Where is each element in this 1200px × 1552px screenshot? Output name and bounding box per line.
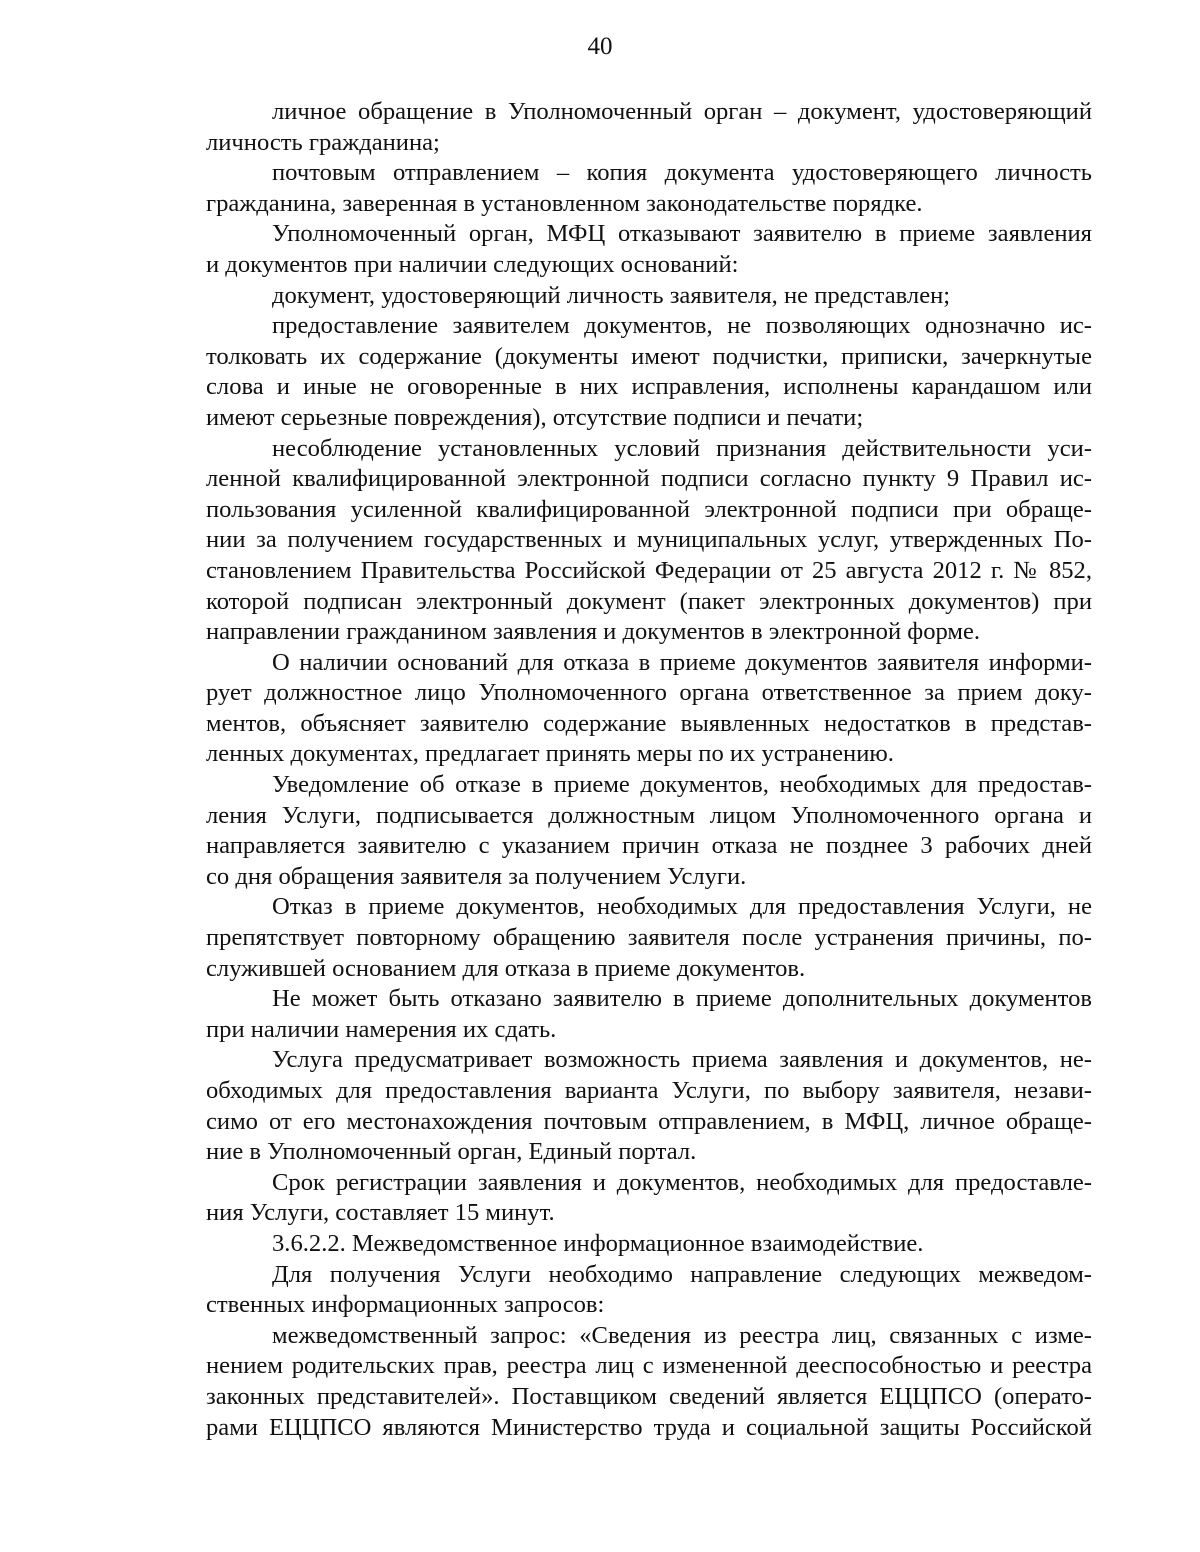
text-line: законных представителей». Поставщиком сведений является ЕЦЦПСО (операто- xyxy=(206,1382,1092,1410)
paragraph xyxy=(206,434,1092,648)
text-line: слова и иные не оговоренные в них исправления, исполнены карандашом или xyxy=(206,373,1092,401)
text-line: направляется заявителю с указанием причин отказа не позднее 3 рабочих дней xyxy=(206,832,1092,860)
text-line: личное обращение в Уполномоченный орган – документ, удостоверяющий xyxy=(272,98,1092,125)
text-line: межведомственный запрос: «Сведения из реестра лиц, связанных с изме- xyxy=(272,1321,1092,1349)
text-line: рует должностное лицо Уполномоченного органа ответственное за прием доку- xyxy=(206,679,1092,707)
text-line: предоставление заявителем документов, не позволяющих однозначно ис- xyxy=(272,312,1092,340)
text-line: ние в Уполномоченный орган, Единый портал. xyxy=(206,1138,697,1166)
text-line: и документов при наличии следующих оснований: xyxy=(206,250,739,278)
text-line: Срок регистрации заявления и документов, необходимых для предоставле- xyxy=(272,1168,1092,1196)
text-line: направлении гражданином заявления и документов в электронной форме. xyxy=(206,618,981,646)
text-line: 3.6.2.2. Межведомственное информационное взаимодействие. xyxy=(272,1229,924,1257)
text-line: Отказ в приеме документов, необходимых для предоставления Услуги, не xyxy=(272,893,1092,921)
text-line: которой подписан электронный документ (пакет электронных документов) при xyxy=(206,587,1092,615)
text-line: Уведомление об отказе в приеме документов, необходимых для предостав- xyxy=(272,771,1092,799)
text-line: обходимых для предоставления варианта Услуги, по выбору заявителя, незави- xyxy=(206,1077,1092,1104)
text-line: Услуга предусматривает возможность приема заявления и документов, не- xyxy=(272,1046,1092,1074)
text-line: документ, удостоверяющий личность заявителя, не представлен; xyxy=(272,281,951,309)
text-line: ственных информационных запросов: xyxy=(206,1291,605,1319)
text-line: ния Услуги, составляет 15 минут. xyxy=(206,1199,555,1227)
text-line: имеют серьезные повреждения), отсутствие подписи и печати; xyxy=(206,403,864,431)
text-line: Не может быть отказано заявителю в приеме дополнительных документов xyxy=(272,985,1092,1013)
paragraph xyxy=(206,648,1092,770)
text-line: пользования усиленной квалифицированной электронной подписи при обраще- xyxy=(206,495,1092,523)
paragraph xyxy=(206,1260,1092,1321)
text-line: Уполномоченный орган, МФЦ отказывают заявителю в приеме заявления xyxy=(272,220,1092,248)
text-line: препятствует повторному обращению заявителя после устранения причины, по- xyxy=(206,924,1092,952)
text-line: нии за получением государственных и муниципальных услуг, утвержденных По- xyxy=(206,526,1092,554)
text-line: нением родительских прав, реестра лиц с измененной дееспособностью и реестра xyxy=(206,1352,1092,1380)
text-line: становлением Правительства Российской Федерации от 25 августа 2012 г. № 852, xyxy=(206,556,1092,584)
paragraph xyxy=(206,219,1092,280)
paragraph xyxy=(206,281,1092,312)
text-line: толковать их содержание (документы имеют подчистки, приписки, зачеркнутые xyxy=(206,342,1092,370)
text-line: О наличии оснований для отказа в приеме документов заявителя информи- xyxy=(272,648,1092,676)
paragraph xyxy=(206,1045,1092,1167)
text-line: симо от его местонахождения почтовым отправлением, в МФЦ, личное обраще- xyxy=(206,1107,1092,1135)
text-line: личность гражданина; xyxy=(206,128,440,156)
paragraph xyxy=(206,770,1092,892)
paragraph xyxy=(206,97,1092,158)
text-line: ленных документах, предлагает принять меры по их устранению. xyxy=(206,740,894,768)
page-number: 40 xyxy=(587,33,613,60)
paragraph xyxy=(206,1229,1092,1260)
paragraph xyxy=(206,984,1092,1045)
text-line: служившей основанием для отказа в приеме документов. xyxy=(206,954,806,982)
text-line: при наличии намерения их сдать. xyxy=(206,1015,557,1043)
paragraph xyxy=(206,892,1092,984)
text-line: гражданина, заверенная в установленном законодательстве порядке. xyxy=(206,189,923,217)
text-line: рами ЕЦЦПСО являются Министерство труда и социальной защиты Российской xyxy=(206,1413,1092,1441)
text-line: ления Услуги, подписывается должностным лицом Уполномоченного органа и xyxy=(206,801,1092,829)
document-body xyxy=(206,97,1092,1443)
paragraph xyxy=(206,1168,1092,1229)
text-line: несоблюдение установленных условий признания действительности уси- xyxy=(272,434,1092,462)
paragraph xyxy=(206,158,1092,219)
text-line: ментов, объясняет заявителю содержание выявленных недостатков в представ- xyxy=(206,709,1092,737)
text-line: ленной квалифицированной электронной подписи согласно пункту 9 Правил ис- xyxy=(206,465,1092,493)
text-line: Для получения Услуги необходимо направление следующих межведом- xyxy=(272,1260,1092,1288)
paragraph xyxy=(206,311,1092,433)
paragraph xyxy=(206,1321,1092,1443)
text-line: почтовым отправлением – копия документа удостоверяющего личность xyxy=(272,159,1092,187)
text-line: со дня обращения заявителя за получением Услуги. xyxy=(206,862,747,890)
